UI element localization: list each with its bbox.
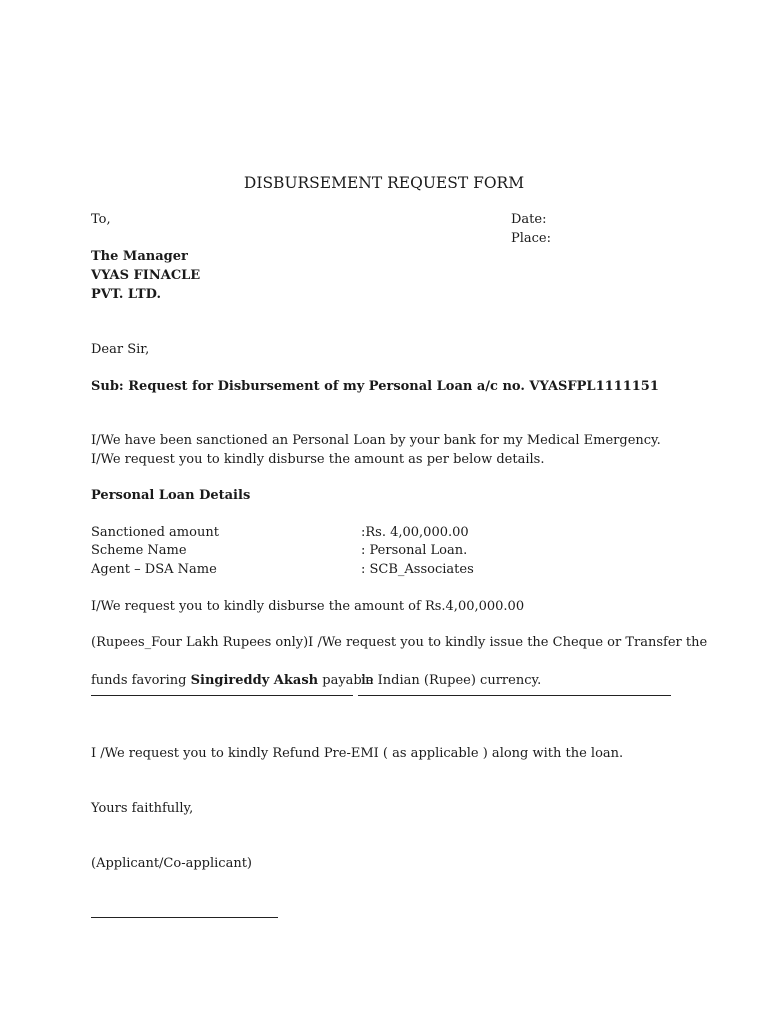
detail-label: Agent – DSA Name <box>91 562 217 577</box>
body-paragraph-1: I/We have been sanctioned an Personal Loan by your bank for my Medical Emergency. <box>91 433 661 448</box>
currency-text: in Indian (Rupee) currency. <box>361 673 542 688</box>
request-line-1: I/We request you to kindly disburse the amount of Rs.4,00,000.00 <box>91 599 525 614</box>
request-line-2: (Rupees_Four Lakh Rupees only)I /We request you to kindly issue the Cheque or Transfer the <box>91 635 708 650</box>
detail-value: :Rs. 4,00,000.00 <box>361 525 469 540</box>
place-label: Place: <box>511 231 552 246</box>
currency-underline <box>358 695 671 696</box>
form-title: DISBURSEMENT REQUEST FORM <box>243 174 525 192</box>
signature-line <box>91 917 278 918</box>
request-line-3 <box>91 673 374 688</box>
detail-value: : Personal Loan. <box>361 543 468 558</box>
subject-line: Sub: Request for Disbursement of my Personal Loan a/c no. VYASFPL1111151 <box>91 379 659 394</box>
details-heading: Personal Loan Details <box>91 488 251 503</box>
payee-underline <box>91 695 353 696</box>
funds-favoring-text: funds favoring <box>91 673 191 688</box>
to-label: To, <box>91 212 111 227</box>
detail-label: Sanctioned amount <box>91 525 219 540</box>
refund-request: I /We request you to kindly Refund Pre-EMI ( as applicable ) along with the loan. <box>91 746 624 761</box>
payee-name: Singireddy Akash <box>190 673 319 688</box>
closing-text: Yours faithfully, <box>91 801 194 816</box>
date-label: Date: <box>511 212 547 227</box>
addressee-line-1: The Manager <box>91 249 188 264</box>
salutation: Dear Sir, <box>91 342 150 357</box>
detail-label: Scheme Name <box>91 543 187 558</box>
detail-value: : SCB_Associates <box>361 562 474 577</box>
body-paragraph-2: I/We request you to kindly disburse the amount as per below details. <box>91 452 545 467</box>
addressee-line-3: PVT. LTD. <box>91 287 162 302</box>
signatory-label: (Applicant/Co-applicant) <box>91 856 253 871</box>
payable-text: payable <box>318 673 374 688</box>
addressee-line-2: VYAS FINACLE <box>91 268 201 283</box>
